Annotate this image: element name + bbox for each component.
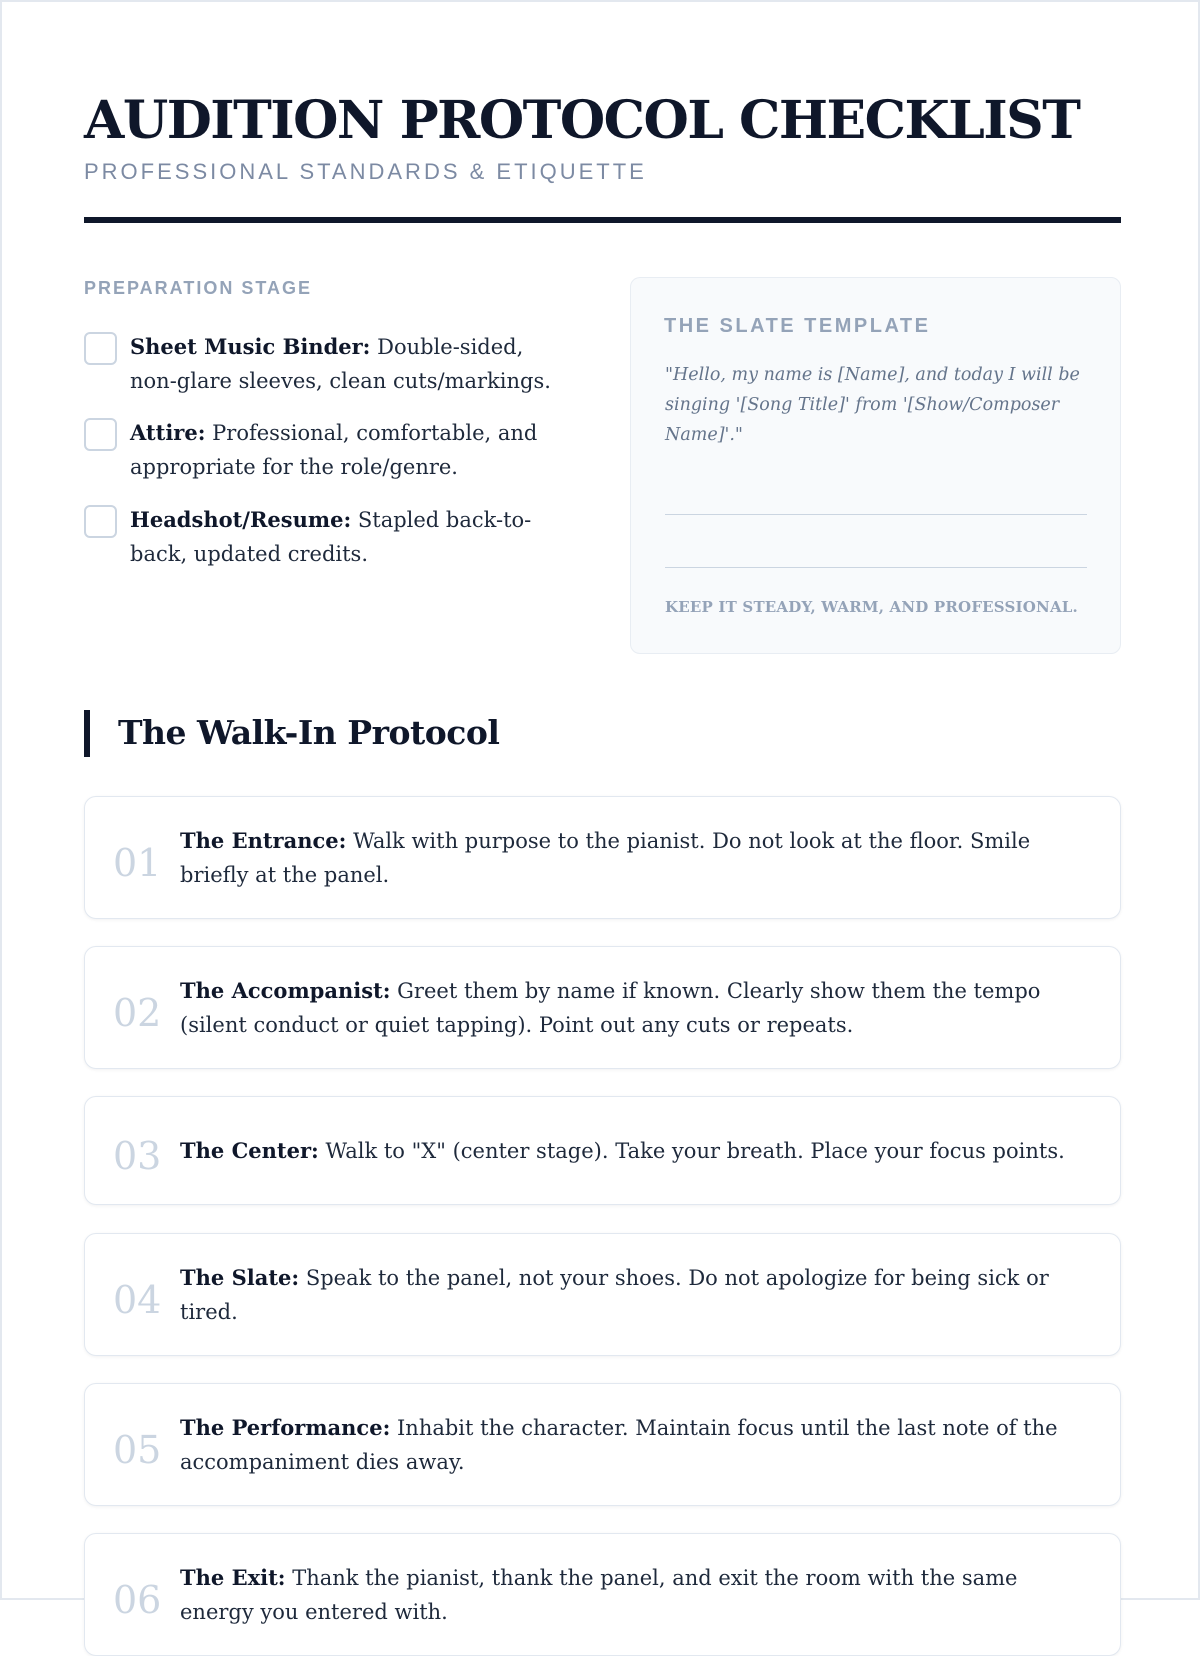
step-number: 05 [113,1427,162,1472]
checklist-item-desc: Stapled back-to-back, updated credits. [130,508,532,566]
checklist-item-desc: Double-sided, non-glare sleeves, clean cuts/markings. [130,335,551,393]
writing-line [665,567,1087,568]
slate-template-note: KEEP IT STEADY, WARM, AND PROFESSIONAL. [665,598,1078,616]
step-desc: Walk to "X" (center stage). Take your breath. Place your focus points. [318,1138,1065,1163]
preparation-stage-label: PREPARATION STAGE [84,278,313,298]
step-text [180,1411,1120,1479]
step-term: The Center: [180,1137,319,1163]
step-text [180,824,1120,892]
page-title: AUDITION PROTOCOL CHECKLIST [84,90,1080,151]
checklist-item-term: Sheet Music Binder: [130,334,371,359]
step-card [84,1233,1121,1356]
checklist-item-attire [84,416,574,484]
step-text [180,974,1120,1042]
step-card [84,1533,1121,1656]
step-term: The Exit: [180,1564,286,1590]
checkbox[interactable] [84,505,117,538]
step-text [180,1261,1120,1329]
slate-template-quote: "Hello, my name is [Name], and today I will be singing '[Song Title]' from '[Show/Composer Name]'." [665,365,1080,445]
step-term: The Performance: [180,1414,391,1440]
step-card [84,1383,1121,1506]
slate-template-title: THE SLATE TEMPLATE [664,315,931,337]
checklist-item-headshot [84,503,574,571]
checklist-item-desc: Professional, comfortable, and appropriate for the role/genre. [130,421,538,479]
step-number: 02 [113,990,162,1035]
writing-line [665,514,1087,515]
section-title: The Walk-In Protocol [118,713,500,752]
checklist-item-sheet-music [84,330,574,398]
step-card [84,1096,1121,1205]
step-text [180,1561,1120,1629]
step-desc: Walk with purpose to the pianist. Do not look at the floor. Smile briefly at the panel. [180,828,1031,887]
step-card [84,946,1121,1069]
step-text [180,1134,1120,1168]
step-number: 03 [113,1133,162,1178]
checklist-item-text [130,503,574,571]
step-term: The Slate: [180,1264,300,1290]
step-desc: Greet them by name if known. Clearly show them the tempo (silent conduct or quiet tapping). Point out any cuts or repeats. [180,978,1041,1037]
checklist-item-term: Attire: [130,420,206,445]
section-accent-bar [84,710,90,757]
step-desc: Speak to the panel, not your shoes. Do not apologize for being sick or tired. [180,1265,1049,1324]
checklist-item-text [130,416,574,484]
step-number: 04 [113,1277,162,1322]
step-desc: Thank the pianist, thank the panel, and exit the room with the same energy you entered with. [180,1565,1018,1624]
step-card [84,796,1121,919]
header-divider [84,217,1121,223]
step-number: 06 [113,1577,162,1622]
checkbox[interactable] [84,332,117,365]
step-term: The Entrance: [180,827,347,853]
step-number: 01 [113,840,162,885]
checklist-item-term: Headshot/Resume: [130,507,352,532]
slate-template-panel [630,277,1121,654]
step-term: The Accompanist: [180,977,391,1003]
checkbox[interactable] [84,418,117,451]
step-desc: Inhabit the character. Maintain focus until the last note of the accompaniment dies away. [180,1415,1058,1474]
checklist-item-text [130,330,574,398]
page-subtitle: PROFESSIONAL STANDARDS & ETIQUETTE [84,159,647,184]
